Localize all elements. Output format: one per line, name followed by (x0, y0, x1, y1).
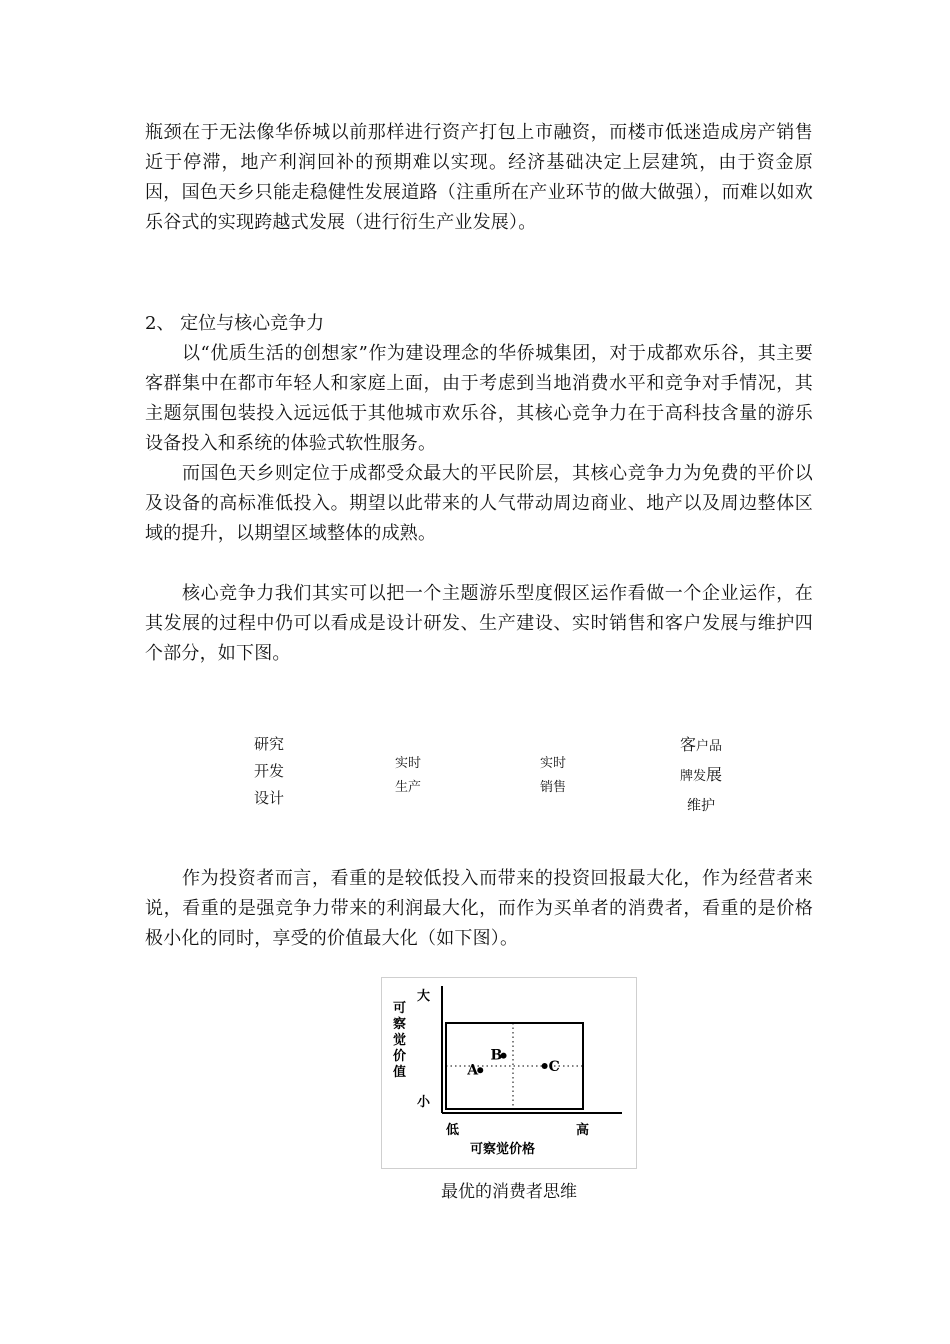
consumer-value-chart (381, 977, 637, 1169)
paragraph-core-competence: 核心竞争力我们其实可以把一个主题游乐型度假区运作看做一个企业运作，在其发展的过程中仍可以看成是设计研发、生产建设、实时销售和客户发展与维护四个部分，如下图。 (145, 583, 813, 664)
point-label-c: C (548, 1059, 560, 1075)
process-text: 实时 (395, 756, 422, 771)
x-tick-label: 低 (446, 1123, 460, 1138)
y-axis-label-char: 价 (393, 1049, 407, 1064)
y-tick-label: 大 (417, 989, 431, 1004)
chart-svg (382, 978, 636, 1168)
process-text: 开发 (254, 762, 285, 780)
point-label-a: A (467, 1062, 479, 1079)
point-label-b: B (490, 1047, 503, 1064)
process-text: 研究 (254, 735, 285, 753)
process-step-production (395, 752, 421, 800)
chart-caption: 最优的消费者思维 (441, 1182, 577, 1202)
paragraph-funding-bottleneck: 瓶颈在于无法像华侨城以前那样进行资产打包上市融资，而楼市低迷造成房产销售近于停滞，地产利润回补的预期难以实现。经济基础决定上层建筑，由于资金原因，国色天乡只能走稳健性发展道路（注重所在产业环节的做大做强），而难以如欢乐谷式的实现跨越式发展（进行衍生产业发展）。 (145, 122, 813, 233)
process-text: 展 (706, 765, 723, 784)
process-text: 设计 (254, 789, 285, 807)
process-step-customer (680, 731, 722, 820)
y-axis-label (392, 1000, 406, 1080)
y-axis-label-char: 察 (393, 1017, 407, 1032)
y-axis-label-char: 可 (393, 1001, 407, 1016)
process-text: 生产 (395, 780, 422, 795)
process-text: 实时 (540, 756, 567, 771)
point-a (477, 1067, 483, 1073)
process-text: 客 (680, 735, 697, 754)
y-tick-label: 小 (417, 1095, 431, 1110)
paragraph-happy-valley: 以“优质生活的创想家”作为建设理念的华侨城集团，对于成都欢乐谷，其主要客群集中在都市年轻人和家庭上面，由于考虑到当地消费水平和竞争对手情况，其主题氛围包装投入远远低于其他城市欢乐谷，其核心竞争力在于高科技含量的游乐设备投入和系统的体验式软性服务。 (145, 343, 813, 454)
point-c (542, 1063, 548, 1069)
process-step-sales (540, 752, 566, 800)
process-step-research (254, 731, 284, 812)
process-text: 牌发 (680, 769, 707, 784)
process-text: 户品 (696, 739, 723, 754)
process-text: 销售 (540, 780, 567, 795)
x-axis-label: 可察觉价格 (470, 1142, 536, 1157)
paragraph-stakeholders: 作为投资者而言，看重的是较低投入而带来的投资回报最大化，作为经营者来说，看重的是强竞争力带来的利润最大化，而作为买单者的消费者，看重的是价格极小化的同时，享受的价值最大化（如下图）。 (145, 868, 813, 949)
y-axis-label-char: 觉 (393, 1033, 407, 1048)
paragraph-guosetianxiang: 而国色天乡则定位于成都受众最大的平民阶层，其核心竞争力为免费的平价以及设备的高标准低投入。期望以此带来的人气带动周边商业、地产以及周边整体区域的提升，以期望区域整体的成熟。 (145, 463, 813, 544)
x-tick-label: 高 (576, 1123, 590, 1138)
y-axis-label-char: 值 (393, 1065, 407, 1080)
process-text: 维护 (687, 798, 715, 814)
section-heading: 2、 定位与核心竞争力 (145, 313, 325, 334)
